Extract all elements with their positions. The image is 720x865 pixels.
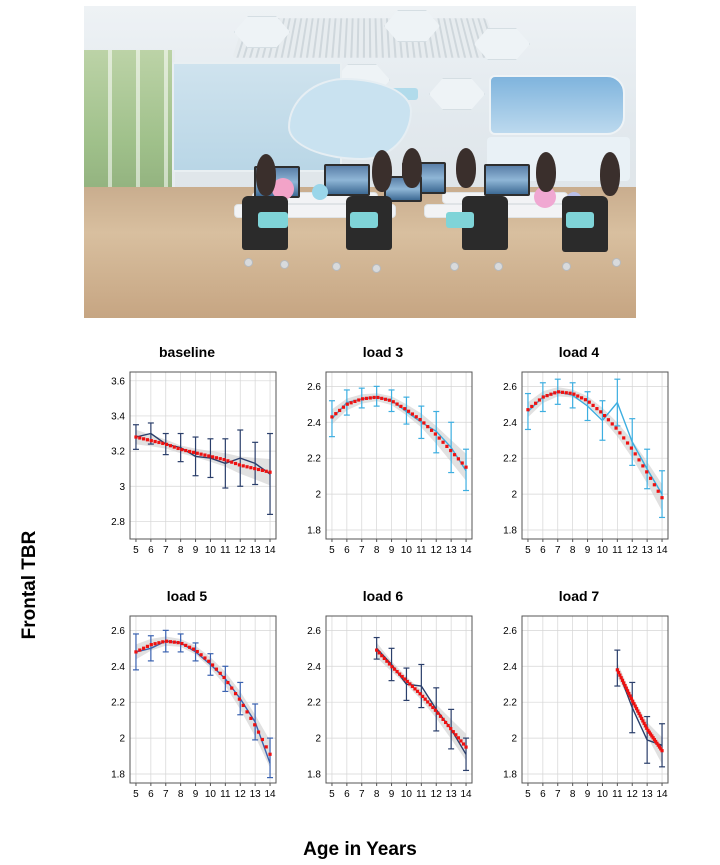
chart-panel-load-3 xyxy=(288,344,478,569)
chart-panel-load-5 xyxy=(92,588,282,813)
chair-caster xyxy=(562,262,571,271)
chart-panel-load-6 xyxy=(288,588,478,813)
chart-panel-load-7 xyxy=(484,588,674,813)
svg-text:14: 14 xyxy=(460,789,472,800)
svg-text:10: 10 xyxy=(204,545,217,556)
svg-text:14: 14 xyxy=(264,545,276,556)
student xyxy=(402,148,422,188)
svg-text:3: 3 xyxy=(119,481,125,493)
chair-caster xyxy=(280,260,289,269)
svg-text:3.6: 3.6 xyxy=(111,376,125,388)
svg-text:12: 12 xyxy=(234,789,246,800)
svg-text:6: 6 xyxy=(148,545,154,556)
svg-text:2: 2 xyxy=(511,489,517,501)
svg-text:11: 11 xyxy=(612,545,623,556)
svg-text:14: 14 xyxy=(656,545,668,556)
blue-ball xyxy=(312,184,328,200)
student xyxy=(256,154,276,196)
svg-text:8: 8 xyxy=(177,545,184,556)
svg-text:13: 13 xyxy=(641,789,653,800)
chair-caster xyxy=(372,264,381,273)
window-left xyxy=(84,50,175,206)
svg-text:14: 14 xyxy=(656,789,668,800)
svg-text:7: 7 xyxy=(554,789,561,800)
panel-title: load 5 xyxy=(166,588,208,604)
svg-text:10: 10 xyxy=(596,545,609,556)
svg-text:2.2: 2.2 xyxy=(111,697,125,709)
chair-seat xyxy=(446,212,474,228)
svg-text:13: 13 xyxy=(445,789,457,800)
svg-text:11: 11 xyxy=(416,789,427,800)
svg-text:2.4: 2.4 xyxy=(111,661,125,673)
svg-text:5: 5 xyxy=(329,545,335,556)
svg-text:12: 12 xyxy=(430,545,442,556)
svg-text:9: 9 xyxy=(192,789,199,800)
svg-text:1.8: 1.8 xyxy=(503,525,517,537)
svg-text:2.8: 2.8 xyxy=(111,516,125,528)
chair-caster xyxy=(612,258,621,267)
svg-text:7: 7 xyxy=(162,789,169,800)
svg-text:2.6: 2.6 xyxy=(111,625,125,637)
svg-text:2.6: 2.6 xyxy=(503,381,517,393)
chair-seat xyxy=(258,212,288,228)
plot-area-load-4 xyxy=(484,364,674,569)
chart-svg xyxy=(484,364,674,569)
svg-text:2.2: 2.2 xyxy=(307,453,321,465)
svg-text:12: 12 xyxy=(430,789,442,800)
chair-caster xyxy=(450,262,459,271)
svg-text:2: 2 xyxy=(315,733,321,745)
svg-text:2: 2 xyxy=(315,489,321,501)
plot-area-baseline xyxy=(92,364,282,569)
monitor xyxy=(484,164,530,196)
svg-text:1.8: 1.8 xyxy=(503,769,517,781)
svg-text:2.4: 2.4 xyxy=(307,417,321,429)
svg-text:7: 7 xyxy=(358,789,365,800)
student xyxy=(456,148,476,188)
svg-text:2.2: 2.2 xyxy=(503,697,517,709)
svg-text:7: 7 xyxy=(162,545,169,556)
svg-text:14: 14 xyxy=(264,789,276,800)
chart-svg xyxy=(92,364,282,569)
svg-text:1.8: 1.8 xyxy=(111,769,125,781)
classroom-photo xyxy=(84,6,636,318)
svg-text:2: 2 xyxy=(119,733,125,745)
svg-text:11: 11 xyxy=(220,789,231,800)
svg-text:10: 10 xyxy=(400,545,413,556)
svg-text:2.6: 2.6 xyxy=(503,625,517,637)
chart-svg xyxy=(92,608,282,813)
svg-text:2.4: 2.4 xyxy=(307,661,321,673)
chair-caster xyxy=(244,258,253,267)
panel-title: load 4 xyxy=(558,344,600,360)
chart-svg xyxy=(288,608,478,813)
plot-area-load-6 xyxy=(288,608,478,813)
chart-svg xyxy=(484,608,674,813)
svg-text:3.2: 3.2 xyxy=(111,446,125,458)
svg-text:12: 12 xyxy=(626,545,638,556)
plot-area-load-5 xyxy=(92,608,282,813)
student xyxy=(372,150,392,192)
svg-text:14: 14 xyxy=(460,545,472,556)
svg-text:2.2: 2.2 xyxy=(307,697,321,709)
y-axis-label: Frontal TBR xyxy=(19,530,40,640)
svg-text:6: 6 xyxy=(540,789,546,800)
plot-area-load-3 xyxy=(288,364,478,569)
svg-text:8: 8 xyxy=(569,789,576,800)
chair-caster xyxy=(332,262,341,271)
svg-text:5: 5 xyxy=(525,789,531,800)
chart-svg xyxy=(288,364,478,569)
chart-panel-load-4 xyxy=(484,344,674,569)
svg-text:6: 6 xyxy=(148,789,154,800)
svg-text:13: 13 xyxy=(641,545,653,556)
svg-text:12: 12 xyxy=(234,545,246,556)
svg-text:13: 13 xyxy=(249,789,261,800)
figure xyxy=(0,330,720,865)
x-axis-label: Age in Years xyxy=(303,839,417,860)
svg-text:9: 9 xyxy=(584,789,591,800)
svg-text:2.6: 2.6 xyxy=(307,381,321,393)
curved-feature-wall xyxy=(288,78,412,160)
svg-text:6: 6 xyxy=(344,789,350,800)
svg-text:3.4: 3.4 xyxy=(111,411,125,423)
svg-text:2.4: 2.4 xyxy=(503,661,517,673)
svg-text:2.4: 2.4 xyxy=(503,417,517,429)
svg-text:8: 8 xyxy=(177,789,184,800)
svg-text:13: 13 xyxy=(249,545,261,556)
svg-text:8: 8 xyxy=(373,545,380,556)
svg-text:2.6: 2.6 xyxy=(307,625,321,637)
svg-text:6: 6 xyxy=(540,545,546,556)
chart-panel-baseline xyxy=(92,344,282,569)
svg-text:8: 8 xyxy=(373,789,380,800)
student xyxy=(600,152,620,196)
svg-text:13: 13 xyxy=(445,545,457,556)
monitor xyxy=(324,164,370,196)
chair-caster xyxy=(494,262,503,271)
panel-title: load 6 xyxy=(362,588,404,604)
svg-text:10: 10 xyxy=(400,789,413,800)
svg-text:5: 5 xyxy=(329,789,335,800)
svg-text:11: 11 xyxy=(416,545,427,556)
student xyxy=(536,152,556,192)
svg-text:9: 9 xyxy=(192,545,199,556)
svg-text:5: 5 xyxy=(133,545,139,556)
panel-title: load 7 xyxy=(558,588,600,604)
plot-area-load-7 xyxy=(484,608,674,813)
svg-text:6: 6 xyxy=(344,545,350,556)
svg-text:1.8: 1.8 xyxy=(307,525,321,537)
svg-text:9: 9 xyxy=(388,545,395,556)
svg-text:5: 5 xyxy=(133,789,139,800)
svg-text:11: 11 xyxy=(612,789,623,800)
svg-text:7: 7 xyxy=(358,545,365,556)
svg-text:8: 8 xyxy=(569,545,576,556)
chair-seat xyxy=(350,212,378,228)
svg-text:10: 10 xyxy=(596,789,609,800)
svg-text:1.8: 1.8 xyxy=(307,769,321,781)
chair-seat xyxy=(566,212,594,228)
right-wall-display xyxy=(489,75,625,135)
svg-text:7: 7 xyxy=(554,545,561,556)
panel-title: baseline xyxy=(158,344,216,360)
svg-text:11: 11 xyxy=(220,545,231,556)
svg-text:5: 5 xyxy=(525,545,531,556)
svg-text:2: 2 xyxy=(511,733,517,745)
svg-text:10: 10 xyxy=(204,789,217,800)
svg-text:12: 12 xyxy=(626,789,638,800)
svg-text:9: 9 xyxy=(388,789,395,800)
panel-title: load 3 xyxy=(362,344,404,360)
svg-text:9: 9 xyxy=(584,545,591,556)
svg-text:2.2: 2.2 xyxy=(503,453,517,465)
